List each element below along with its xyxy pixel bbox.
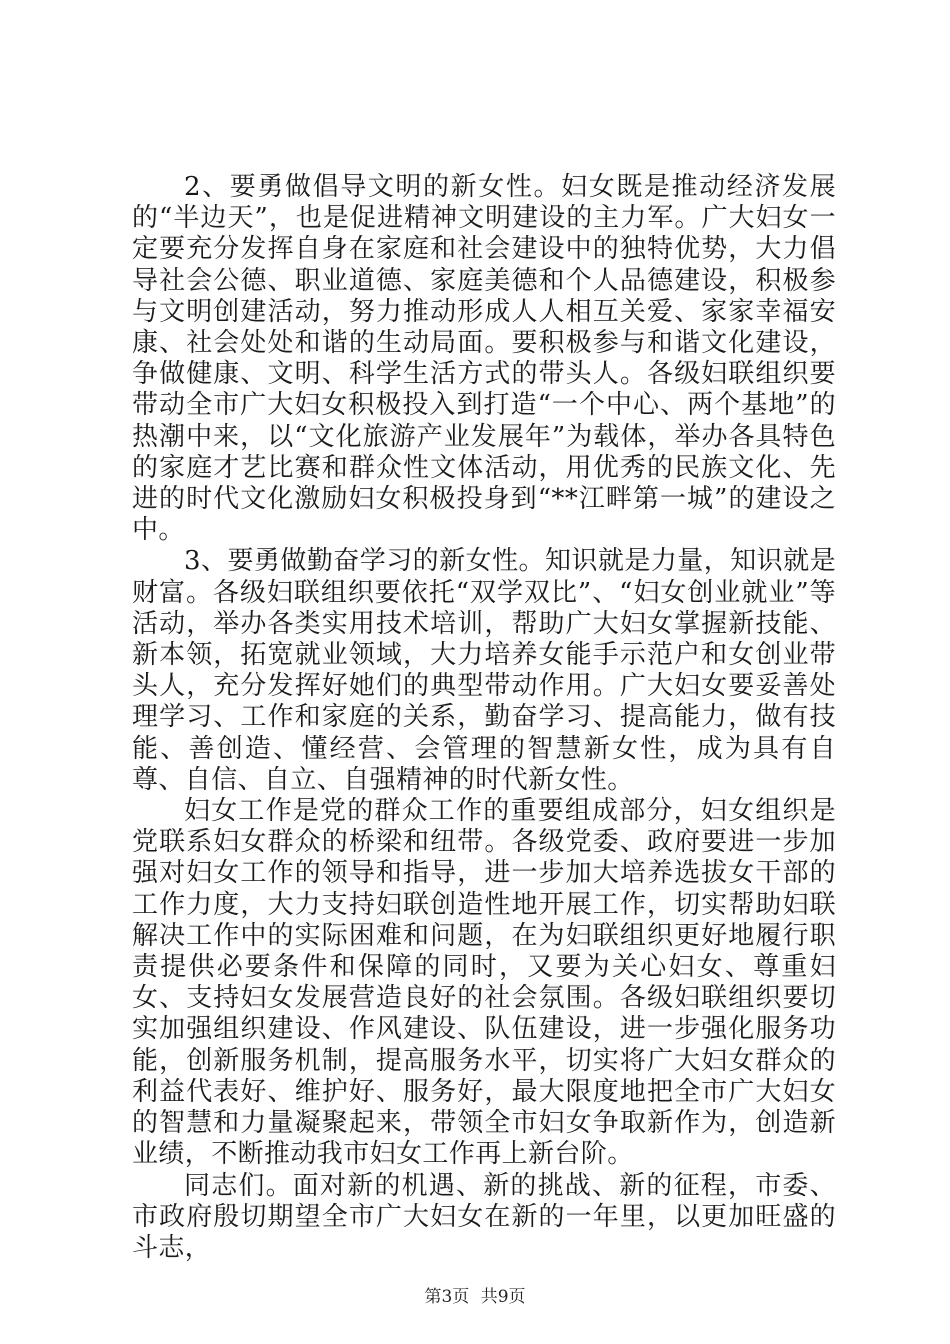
paragraph-1: 2、要勇做倡导文明的新女性。妇女既是推动经济发展的“半边天”，也是促进精神文明建设的主力军。广大妇女一定要充分发挥自身在家庭和社会建设中的独特优势，大力倡导社会公德、职业道德、家庭美德和个人品德建设，积极参与文明创建活动，努力推动形成人人相互关爱、家家幸福安康、社会处处和谐的生动局面。要积极参与和谐文化建设，争做健康、文明、科学生活方式的带头人。各级妇联组织要带动全市广大妇女积极投入到打造“一个中心、两个基地”的热潮中来，以“文化旅游产业发展年”为载体，举办各具特色的家庭才艺比赛和群众性文体活动，用优秀的民族文化、先进的时代文化激励妇女积极投身到“**江畔第一城”的建设之中。 (132, 172, 836, 546)
document-body (132, 172, 836, 1264)
page-total: 共9页 (480, 1287, 526, 1307)
paragraph-3: 妇女工作是党的群众工作的重要组成部分，妇女组织是党联系妇女群众的桥梁和纽带。各级党委、政府要进一步加强对妇女工作的领导和指导，进一步加大培养选拔女干部的工作力度，大力支持妇联创造性地开展工作，切实帮助妇联解决工作中的实际困难和问题，在为妇联组织更好地履行职责提供必要条件和保障的同时，又要为关心妇女、尊重妇女、支持妇女发展营造良好的社会氛围。各级妇联组织要切实加强组织建设、作风建设、队伍建设，进一步强化服务功能，创新服务机制，提高服务水平，切实将广大妇女群众的利益代表好、维护好、服务好，最大限度地把全市广大妇女的智慧和力量凝聚起来，带领全市妇女争取新作为，创造新业绩，不断推动我市妇女工作再上新台阶。 (132, 796, 836, 1170)
page-number: 第3页 (424, 1287, 470, 1307)
paragraph-2: 3、要勇做勤奋学习的新女性。知识就是力量，知识就是财富。各级妇联组织要依托“双学双比”、“妇女创业就业”等活动，举办各类实用技术培训，帮助广大妇女掌握新技能、新本领，拓宽就业领域，大力培养女能手示范户和女创业带头人，充分发挥好她们的典型带动作用。广大妇女要妥善处理学习、工作和家庭的关系，勤奋学习、提高能力，做有技能、善创造、懂经营、会管理的智慧新女性，成为具有自尊、自信、自立、自强精神的时代新女性。 (132, 546, 836, 795)
page-footer (0, 1282, 950, 1307)
paragraph-4: 同志们。面对新的机遇、新的挑战、新的征程，市委、市政府殷切期望全市广大妇女在新的一年里，以更加旺盛的斗志， (132, 1170, 836, 1263)
